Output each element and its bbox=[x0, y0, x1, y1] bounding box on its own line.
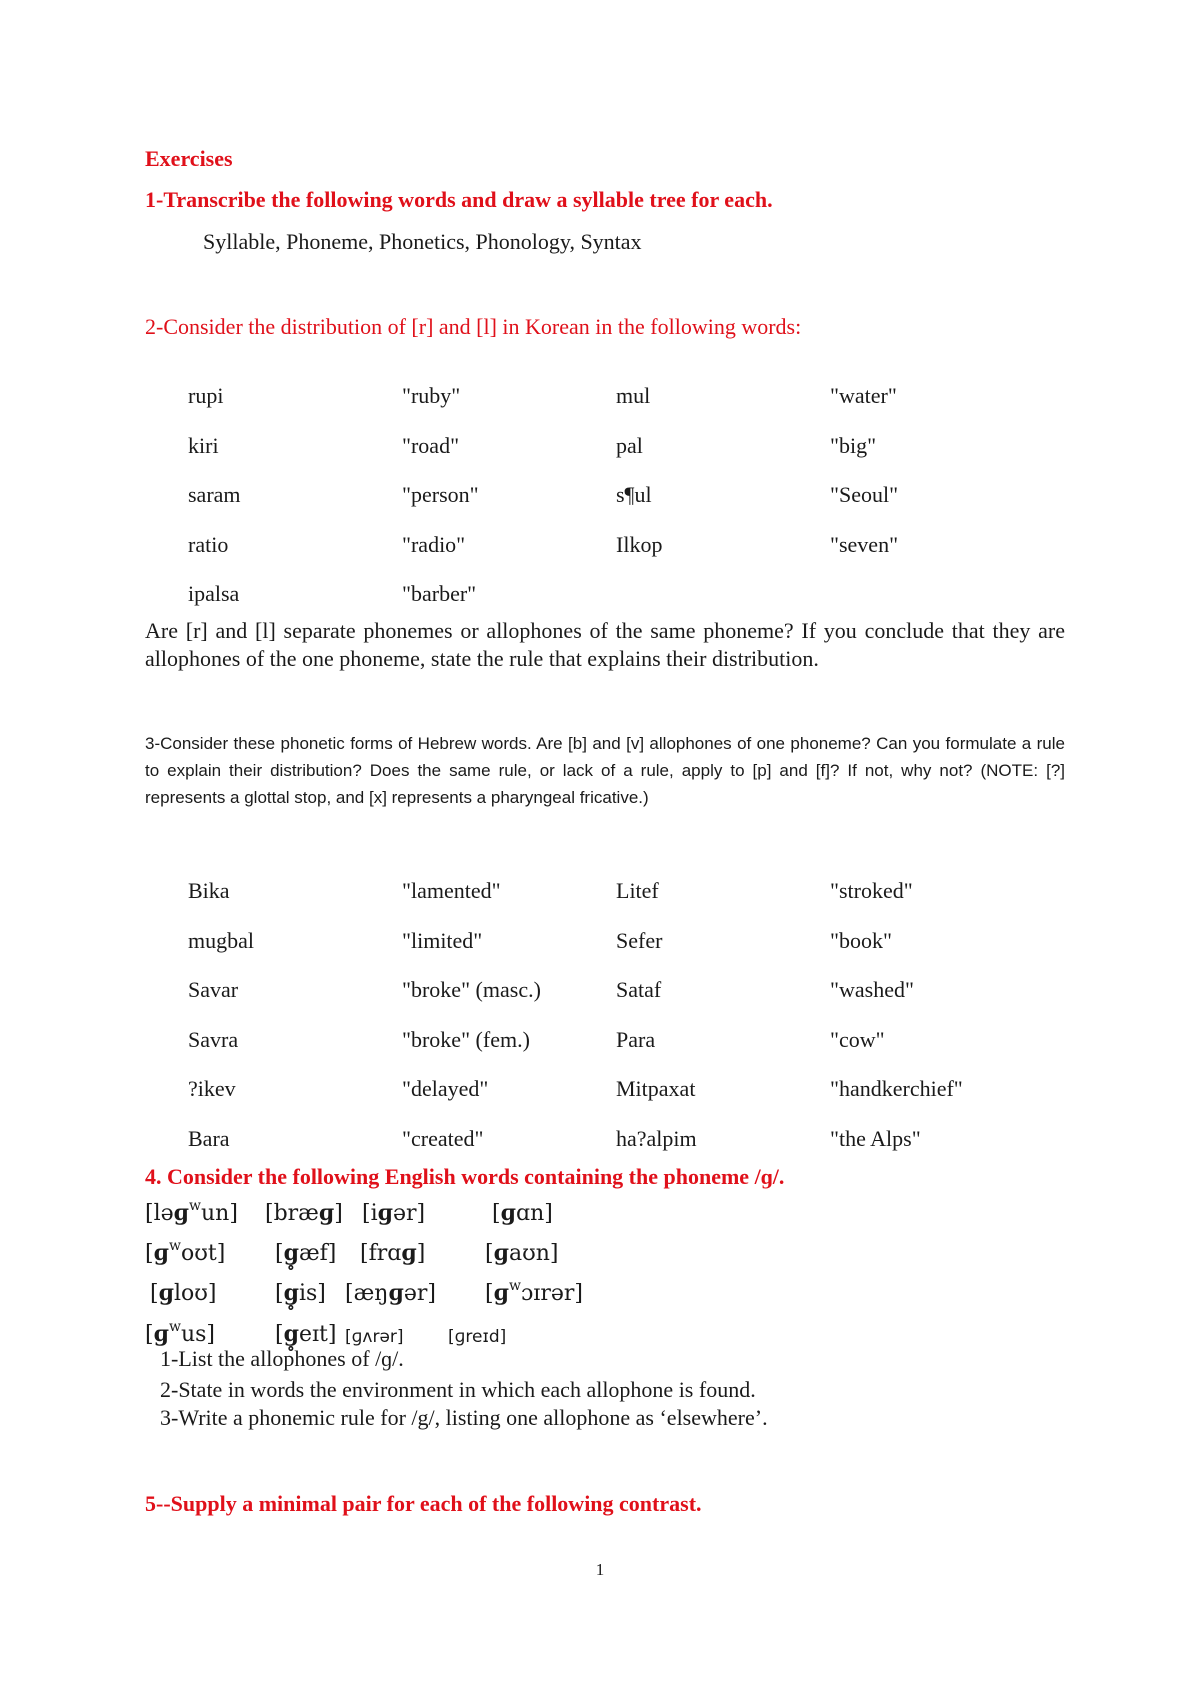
q1-title: 1-Transcribe the following words and draw a syllable tree for each. bbox=[145, 187, 773, 212]
ipa-segment: us] bbox=[180, 1322, 216, 1347]
ipa-segment: g̥ bbox=[283, 1240, 299, 1266]
word-gloss: "Seoul" bbox=[830, 482, 899, 507]
word-gloss: "created" bbox=[402, 1125, 484, 1151]
ipa-segment: w bbox=[508, 1278, 521, 1294]
word-gloss: "water" bbox=[830, 383, 897, 408]
ipa-word bbox=[345, 1327, 404, 1347]
ipa-segment: loʊ] bbox=[173, 1281, 217, 1306]
ipa-segment: ɡ bbox=[153, 1321, 169, 1347]
ipa-segment: [frɑ bbox=[360, 1241, 402, 1266]
ipa-segment: ɡ bbox=[318, 1200, 335, 1226]
ipa-segment: un] bbox=[201, 1201, 238, 1226]
word-gloss: "washed" bbox=[830, 977, 914, 1002]
q4-subquestion: 2-State in words the environment in which each allophone is found. bbox=[160, 1377, 756, 1402]
ipa-word bbox=[360, 1240, 425, 1266]
ipa-segment: is] bbox=[298, 1281, 326, 1306]
word-form: Sataf bbox=[616, 977, 662, 1002]
exercises-heading: Exercises bbox=[145, 146, 233, 171]
ipa-segment: g̥ bbox=[283, 1280, 299, 1306]
word-gloss: "book" bbox=[830, 927, 892, 953]
word-gloss: "seven" bbox=[830, 531, 899, 557]
word-gloss: "the Alps" bbox=[830, 1125, 921, 1151]
ipa-segment: ɔɪrər] bbox=[520, 1281, 583, 1306]
ipa-word bbox=[485, 1240, 559, 1266]
ipa-segment: ɑn] bbox=[515, 1201, 553, 1226]
ipa-segment: [æŋ bbox=[345, 1281, 389, 1306]
q2-question: Are [r] and [l] separate phonemes or allophones of the same phoneme? If you conclude that they are allophones of the one phoneme, state the rule that explains their distribution. bbox=[145, 618, 1065, 671]
ipa-segment: ɡ bbox=[493, 1280, 509, 1306]
word-form: ha?alpim bbox=[616, 1125, 697, 1151]
word-gloss: "lamented" bbox=[402, 878, 501, 903]
ipa-word bbox=[145, 1200, 238, 1226]
word-gloss: "barber" bbox=[402, 581, 477, 606]
ipa-segment: [i bbox=[362, 1201, 378, 1226]
q5-title: 5--Supply a minimal pair for each of the following contrast. bbox=[145, 1491, 702, 1516]
ipa-segment: [ɡʌrər] bbox=[345, 1327, 404, 1347]
word-gloss: "road" bbox=[402, 432, 460, 458]
ipa-segment: [ bbox=[145, 1322, 154, 1347]
ipa-word bbox=[150, 1280, 217, 1306]
word-form: kiri bbox=[188, 432, 219, 458]
ipa-segment: w bbox=[189, 1198, 202, 1214]
q3-text: 3-Consider these phonetic forms of Hebrew words. Are [b] and [v] allophones of one phoneme? Can you formulate a rule to explain their distribution? Does the same rule, or lack of a rule, apply to [p] and [f]? If not, why not? (NOTE: [?] represents a glottal stop, and [x] represents a pharyngeal fricative.) bbox=[145, 734, 1065, 807]
word-gloss: "big" bbox=[830, 432, 877, 458]
ipa-segment: [ bbox=[492, 1201, 501, 1226]
ipa-segment: ɡ bbox=[401, 1240, 417, 1266]
ipa-segment: [lə bbox=[145, 1201, 174, 1226]
ipa-word bbox=[448, 1327, 506, 1347]
word-gloss: "limited" bbox=[402, 927, 483, 953]
ipa-segment: [ bbox=[485, 1241, 494, 1266]
word-form: pal bbox=[616, 432, 643, 458]
ipa-word bbox=[485, 1280, 583, 1306]
ipa-segment: aʊn] bbox=[508, 1241, 559, 1266]
ipa-segment: ɡ bbox=[158, 1280, 174, 1306]
ipa-word bbox=[275, 1240, 336, 1266]
q4-title: 4. Consider the following English words containing the phoneme /ɡ/. bbox=[145, 1164, 785, 1189]
ipa-segment: [ bbox=[145, 1241, 154, 1266]
ipa-segment: ɡ bbox=[388, 1280, 404, 1306]
word-gloss: "person" bbox=[402, 482, 479, 507]
ipa-segment: ] bbox=[334, 1201, 343, 1226]
word-gloss: "broke" (fem.) bbox=[402, 1026, 530, 1052]
ipa-word bbox=[275, 1321, 336, 1347]
word-form: Ilkop bbox=[616, 531, 663, 557]
word-form: Sefer bbox=[616, 927, 663, 953]
word-form: Savra bbox=[188, 1026, 239, 1052]
ipa-word bbox=[492, 1200, 553, 1226]
ipa-word bbox=[145, 1321, 215, 1347]
word-form: rupi bbox=[188, 383, 224, 408]
ipa-segment: ] bbox=[416, 1241, 426, 1266]
ipa-segment: ɡ bbox=[377, 1200, 394, 1226]
word-form: Litef bbox=[616, 878, 659, 903]
ipa-segment: [ɡreɪd] bbox=[448, 1327, 507, 1347]
word-gloss: "stroked" bbox=[830, 878, 913, 903]
ipa-segment: g̥ bbox=[283, 1321, 299, 1347]
ipa-segment: ər] bbox=[393, 1201, 426, 1226]
ipa-segment: ɡ bbox=[153, 1240, 169, 1266]
ipa-segment: oʊt] bbox=[180, 1241, 226, 1266]
word-form: ipalsa bbox=[188, 581, 240, 606]
word-gloss: "delayed" bbox=[402, 1076, 489, 1101]
ipa-segment: w bbox=[168, 1238, 181, 1254]
ipa-segment: [ bbox=[485, 1281, 494, 1306]
ipa-segment: eɪt] bbox=[298, 1322, 337, 1347]
q4-subquestion: 1-List the allophones of /ɡ/. bbox=[160, 1346, 404, 1371]
word-form: saram bbox=[188, 482, 241, 507]
word-form: Para bbox=[616, 1026, 656, 1052]
ipa-segment: ər] bbox=[403, 1281, 436, 1306]
word-form: Bara bbox=[188, 1125, 230, 1151]
ipa-segment: ɡ bbox=[500, 1200, 516, 1226]
word-form: Bika bbox=[188, 878, 230, 903]
ipa-word bbox=[265, 1200, 343, 1226]
ipa-word bbox=[345, 1280, 436, 1306]
word-form: ratio bbox=[188, 531, 229, 557]
ipa-segment: w bbox=[168, 1319, 181, 1335]
word-gloss: "broke" (masc.) bbox=[402, 977, 541, 1002]
word-gloss: "handkerchief" bbox=[830, 1076, 963, 1101]
ipa-segment: [ bbox=[275, 1281, 284, 1306]
word-form: mugbal bbox=[188, 927, 254, 953]
word-gloss: "cow" bbox=[830, 1026, 885, 1052]
ipa-segment: [bræ bbox=[265, 1201, 319, 1226]
word-form: Savar bbox=[188, 977, 239, 1002]
word-form: s¶ul bbox=[616, 482, 652, 507]
ipa-segment: [ bbox=[275, 1322, 284, 1347]
ipa-segment: [ bbox=[150, 1281, 159, 1306]
ipa-word bbox=[362, 1200, 425, 1226]
word-form: ?ikev bbox=[188, 1076, 236, 1101]
word-gloss: "radio" bbox=[402, 531, 466, 557]
q4-subquestion: 3-Write a phonemic rule for /g/, listing one allophone as ‘elsewhere’. bbox=[160, 1405, 768, 1430]
ipa-word bbox=[275, 1280, 326, 1306]
ipa-segment: ɡ bbox=[173, 1200, 190, 1226]
word-form: Mitpaxat bbox=[616, 1076, 696, 1101]
q2-title: 2-Consider the distribution of [r] and [l] in Korean in the following words: bbox=[145, 314, 802, 339]
page-number: 1 bbox=[595, 1560, 605, 1579]
ipa-segment: ɡ bbox=[493, 1240, 509, 1266]
ipa-word bbox=[145, 1240, 225, 1266]
q1-word-list: Syllable, Phoneme, Phonetics, Phonology, Syntax bbox=[203, 229, 642, 254]
word-form: mul bbox=[616, 383, 651, 408]
ipa-segment: [ bbox=[275, 1241, 284, 1266]
word-gloss: "ruby" bbox=[402, 383, 461, 408]
ipa-segment: æf] bbox=[298, 1241, 337, 1266]
